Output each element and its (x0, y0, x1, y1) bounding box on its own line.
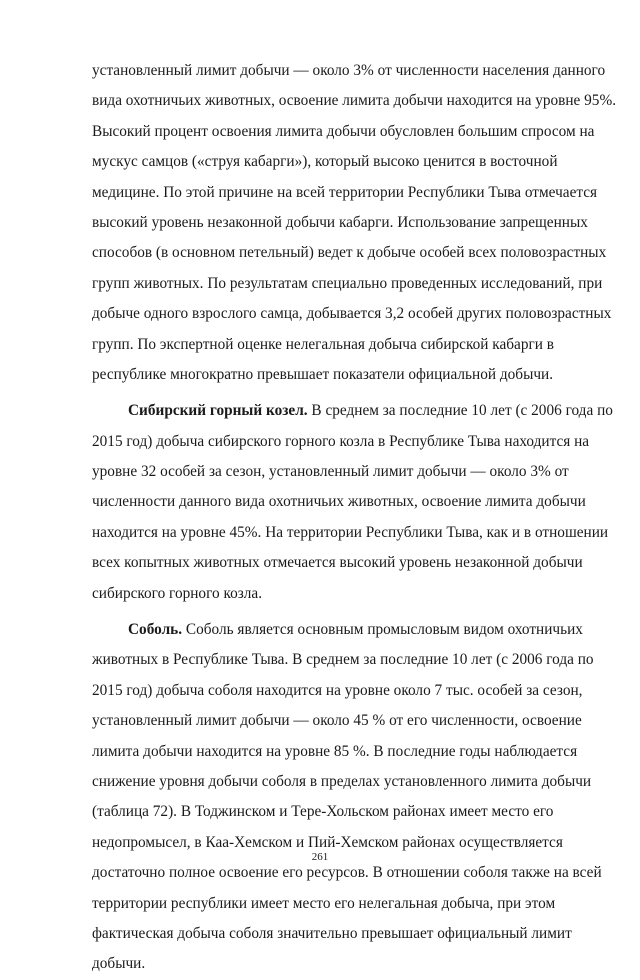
text-line: мускус самцов («струя кабарги»), который высоко ценится в восточной (92, 153, 558, 171)
text-line: территории республики имеет место его нелегальная добыча, при этом (92, 894, 556, 912)
document-body (92, 56, 617, 980)
paragraph-first-line-text: Соболь является основным промысловым видом охотничьих (182, 621, 583, 639)
paragraph (92, 396, 613, 609)
text-line: добычи. (92, 955, 146, 973)
paragraph-heading: Сибирский горный козел. (128, 402, 308, 420)
text-line: групп. По экспертной оценке нелегальная добыча сибирской кабарги в (92, 335, 554, 353)
text-line: лимита добычи находится на уровне 85 %. В последние годы наблюдается (92, 742, 578, 760)
paragraph-first-line (92, 396, 613, 426)
text-line: достаточно полное освоение его ресурсов. В отношении соболя также на всей (92, 864, 602, 882)
text-line: 2015 год) добыча соболя находится на уровне около 7 тыс. особей за сезон, (92, 681, 583, 699)
text-line: Высокий процент освоения лимита добычи обусловлен большим спросом на (92, 122, 595, 140)
text-line: снижение уровня добычи соболя в пределах установленного лимита добычи (92, 772, 592, 790)
paragraph-first-line-text: В среднем за последние 10 лет (с 2006 года по (307, 402, 613, 420)
text-line: установленный лимит добычи — около 45 % от его численности, освоение (92, 712, 582, 730)
paragraph-heading: Соболь. (128, 621, 183, 639)
text-line: находится на уровне 45%. На территории Республики Тыва, как и в отношении (92, 523, 609, 541)
text-line: животных в Республике Тыва. В среднем за последние 10 лет (с 2006 года по (92, 651, 594, 669)
paragraph-first-line (92, 615, 583, 645)
text-line: установленный лимит добычи — около 3% от численности населения данного (92, 62, 606, 79)
text-line: способов (в основном петельный) ведет к добыче особей всех половозрастных (92, 244, 607, 262)
paragraph (92, 615, 602, 980)
text-line: численности данного вида охотничьих животных, освоение лимита добычи (92, 493, 586, 511)
text-line: (таблица 72). В Тоджинском и Тере-Хольском районах имеет место его (92, 803, 554, 821)
text-line: фактическая добыча соболя значительно превышает официальный лимит (92, 924, 572, 942)
text-line: групп животных. По результатам специально проведенных исследований, при (92, 274, 603, 292)
text-line: республике многократно превышает показатели официальной добычи. (92, 365, 554, 383)
text-line: уровне 32 особей за сезон, установленный лимит добычи — около 3% от (92, 463, 569, 481)
text-line: недопромысел, в Каа-Хемском и Пий-Хемском районах осуществляется (92, 833, 563, 851)
text-line: медицине. По этой причине на всей территории Республики Тыва отмечается (92, 183, 598, 201)
page-number: 261 (311, 851, 329, 863)
text-line: всех копытных животных отмечается высокий уровень незаконной добычи (92, 554, 583, 572)
text-line: вида охотничьих животных, освоение лимита добычи находится на уровне 95%. (92, 92, 617, 110)
text-line: сибирского горного козла. (92, 584, 263, 602)
text-line: добыче одного взрослого самца, добывается 3,2 особей других половозрастных (92, 305, 612, 323)
text-line: 2015 год) добыча сибирского горного козла в Республике Тыва находится на (92, 432, 590, 450)
paragraph (92, 56, 617, 390)
text-line: высокий уровень незаконной добычи кабарги. Использование запрещенных (92, 213, 588, 231)
